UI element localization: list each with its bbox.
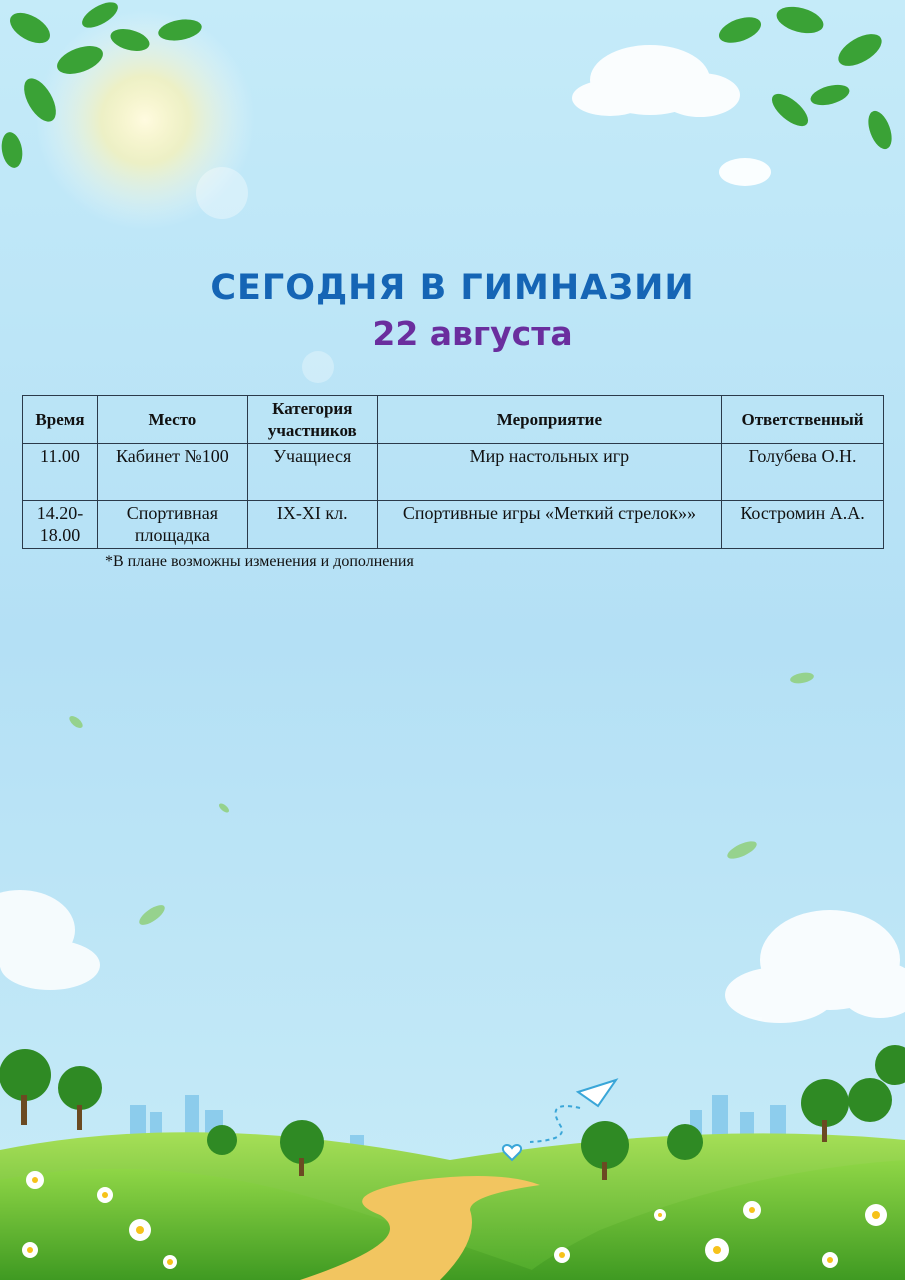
cell-category: IX-XI кл. (247, 501, 377, 549)
cell-place: Кабинет №100 (97, 444, 247, 501)
schedule-table (22, 395, 884, 549)
cell-category: Учащиеся (247, 444, 377, 501)
column-header-responsible: Ответственный (722, 396, 884, 444)
page-date: 22 августа (372, 314, 573, 353)
table-header-row (23, 396, 884, 444)
cell-time: 11.00 (23, 444, 98, 501)
cell-responsible: Голубева О.Н. (722, 444, 884, 501)
column-header-time: Время (23, 396, 98, 444)
footnote: *В плане возможны изменения и дополнения (105, 553, 414, 570)
cell-event: Спортивные игры «Меткий стрелок»» (377, 501, 721, 549)
column-header-event: Мероприятие (377, 396, 721, 444)
cell-place: Спортивная площадка (97, 501, 247, 549)
table-row (23, 501, 884, 549)
cell-time: 14.20-18.00 (23, 501, 98, 549)
table-row (23, 444, 884, 501)
cell-event: Мир настольных игр (377, 444, 721, 501)
column-header-category: Категория участников (247, 396, 377, 444)
cell-responsible: Костромин А.А. (722, 501, 884, 549)
page-title: СЕГОДНЯ В ГИМНАЗИИ (210, 268, 695, 308)
column-header-place: Место (97, 396, 247, 444)
